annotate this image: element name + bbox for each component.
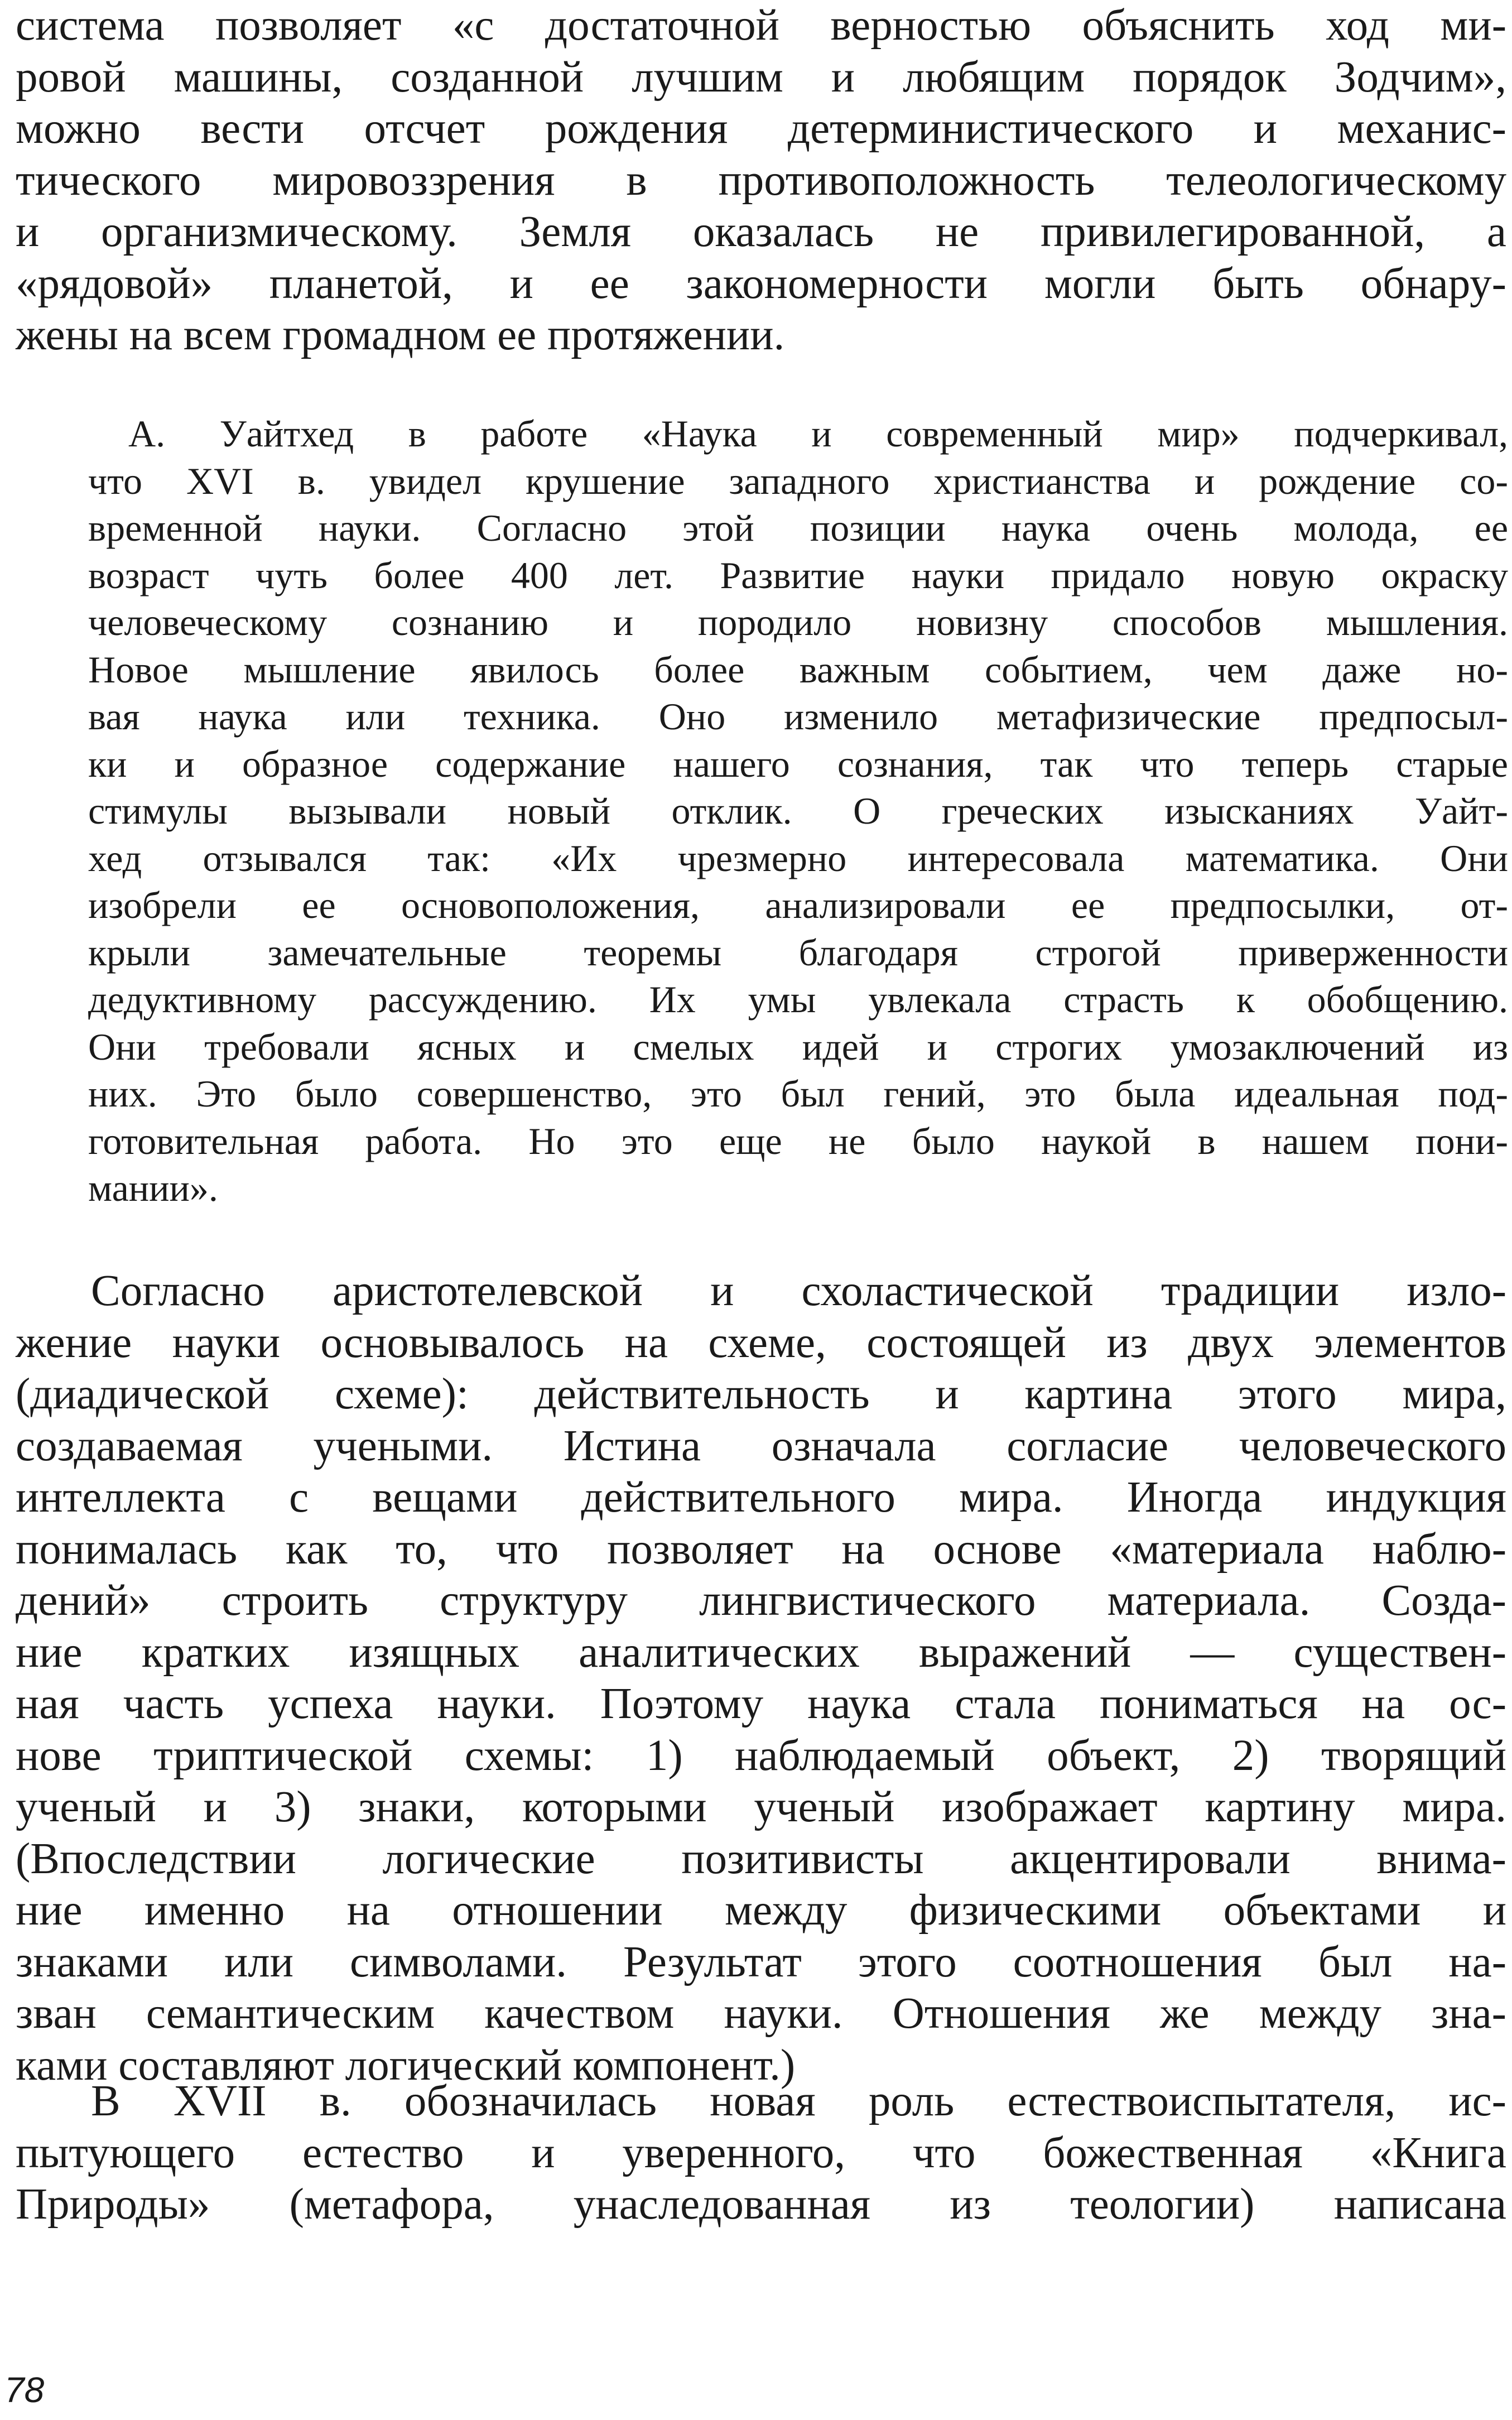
paragraph-line: дений» строить структуру лингвистического материала. Созда- [16,1576,1506,1625]
quote-line: стимулы вызывали новый отклик. О греческих изысканиях Уайт- [88,790,1508,832]
paragraph-line: ками составляют логический компонент.) [16,2041,796,2090]
paragraph-line: понималась как то, что позволяет на основе «материала наблю- [16,1524,1506,1574]
paragraph-1 [16,0,1506,362]
paragraph-3 [16,1266,1506,2091]
quote-paragraph [88,410,1508,1212]
quote-line: Они требовали ясных и смелых идей и строгих умозаключений из [88,1025,1508,1068]
quote-line: мании». [88,1167,218,1209]
quote-line: хед отзывался так: «Их чрезмерно интересовала математика. Они [88,836,1508,879]
paragraph-line: знаками или символами. Результат этого соотношения был на- [16,1937,1506,1986]
quote-line: Новое мышление явилось более важным событием, чем даже но- [88,648,1508,691]
paragraph-line: тического мировоззрения в противоположность телеологическому [16,156,1506,205]
quote-line: дедуктивному рассуждению. Их умы увлекала страсть к обобщению. [88,978,1508,1021]
paragraph-line: (диадической схеме): действительность и картина этого мира, [16,1370,1506,1418]
page-number: 78 [4,2370,45,2410]
paragraph-line: ровой машины, созданной лучшим и любящим порядок Зодчим», [16,52,1506,102]
paragraph-4 [16,2076,1506,2231]
paragraph-line: ученый и 3) знаки, которыми ученый изображает картину мира. [16,1783,1506,1831]
paragraph-line: зван семантическим качеством науки. Отношения же между зна- [16,1989,1506,2038]
quote-line: готовительная работа. Но это еще не было наукой в нашем пони- [88,1119,1508,1162]
paragraph-line: можно вести отсчет рождения детерминистического и механис- [16,104,1506,153]
paragraph-line: жены на всем громадном ее протяжении. [16,311,785,359]
quote-line: что XVI в. увидел крушение западного христианства и рождение со- [88,459,1508,502]
paragraph-line: ная часть успеха науки. Поэтому наука стала пониматься на ос- [16,1680,1506,1728]
quote-line: временной науки. Согласно этой позиции наука очень молода, ее [88,507,1508,549]
quote-line: возраст чуть более 400 лет. Развитие науки придало новую окраску [88,554,1508,596]
paragraph-line: создаваемая учеными. Истина означала согласие человеческого [16,1421,1506,1470]
quote-line: ки и образное содержание нашего сознания, так что теперь старые [88,742,1508,785]
paragraph-line: нове триптической схемы: 1) наблюдаемый объект, 2) творящий [16,1731,1506,1780]
paragraph-line: Согласно аристотелевской и схоластической традиции изло- [91,1267,1506,1315]
paragraph-line: «рядовой» планетой, и ее закономерности могли быть обнару- [16,259,1506,308]
paragraph-line: и организмическому. Земля оказалась не привилегированной, а [16,208,1506,256]
quote-line: изобрели ее основоположения, анализировали ее предпосылки, от- [88,884,1508,926]
paragraph-line: В XVII в. обозначилась новая роль естествоиспытателя, ис- [91,2077,1506,2125]
paragraph-line: ние именно на отношении между физическими объектами и [16,1886,1506,1935]
quote-line: вая наука или техника. Оно изменило метафизические предпосыл- [88,695,1508,738]
quote-line: А. Уайтхед в работе «Наука и современный мир» подчеркивал, [128,412,1508,455]
paragraph-line: ние кратких изящных аналитических выражений — существен- [16,1628,1506,1677]
paragraph-line: (Впоследствии логические позитивисты акцентировали внима- [16,1834,1506,1883]
quote-line: человеческому сознанию и породило новизну способов мышления. [88,601,1508,643]
paragraph-line: Природы» (метафора, унаследованная из теологии) написана [16,2180,1506,2229]
quote-line: них. Это было совершенство, это был гений, это была идеальная под- [88,1072,1508,1115]
paragraph-line: интеллекта с вещами действительного мира. Иногда индукция [16,1473,1506,1522]
paragraph-line: жение науки основывалось на схеме, состоящей из двух элементов [16,1318,1506,1367]
paragraph-line: пытующего естество и уверенного, что божественная «Книга [16,2128,1506,2177]
quote-line: крыли замечательные теоремы благодаря строгой приверженности [88,931,1508,974]
paragraph-line: система позволяет «с достаточной верностью объяснить ход ми- [16,1,1506,50]
